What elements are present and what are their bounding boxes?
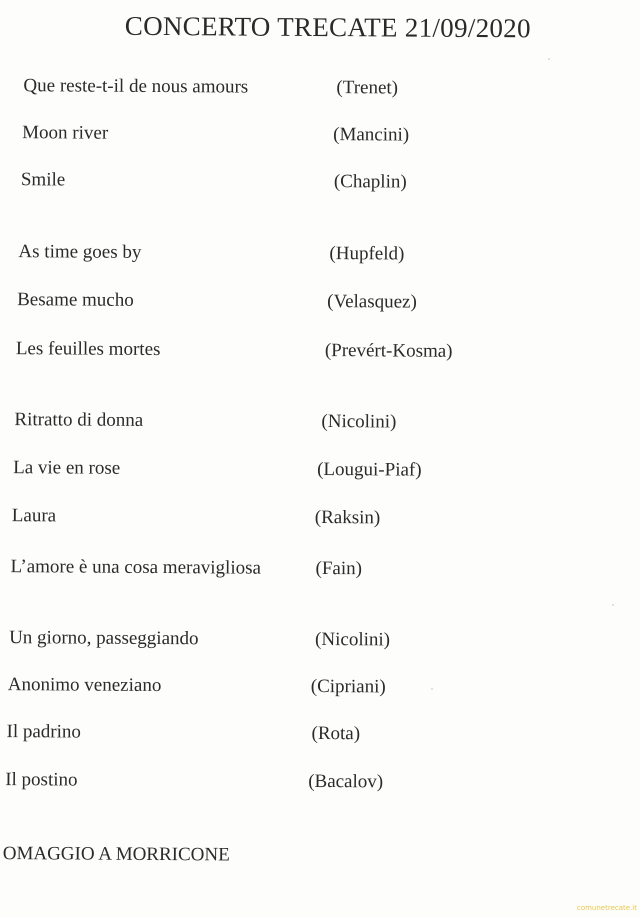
program-row — [0, 769, 635, 801]
song-title: Un giorno, passeggiando — [9, 627, 199, 650]
composer-name: (Prevért-Kosma) — [324, 340, 453, 362]
program-row — [0, 289, 638, 321]
program-row — [0, 409, 637, 441]
song-title: Il postino — [5, 769, 78, 791]
program-row — [0, 721, 636, 753]
composer-name: (Raksin) — [314, 506, 381, 529]
source-watermark: comunetrecate.it — [576, 904, 637, 912]
composer-name: (Hupfeld) — [329, 243, 405, 265]
composer-name: (Nicolini) — [321, 411, 397, 433]
program-row — [0, 674, 636, 706]
program-row — [0, 241, 639, 273]
composer-name: (Cipriani) — [310, 675, 386, 698]
song-title: Moon river — [22, 122, 109, 144]
paper-speck — [548, 58, 550, 60]
composer-name: (Fain) — [315, 557, 363, 580]
composer-name: (Nicolini) — [315, 628, 391, 651]
song-title: Il padrino — [6, 721, 81, 743]
page-title: CONCERTO TRECATE 21/09/2020 — [124, 10, 531, 44]
song-title: Laura — [11, 505, 57, 527]
song-title: Anonimo veneziano — [7, 674, 162, 697]
program-row — [0, 556, 637, 588]
composer-name: (Bacalov) — [308, 770, 384, 793]
paper-speck — [431, 688, 433, 690]
composer-name: (Rota) — [311, 722, 361, 745]
song-title: Que reste-t-il de nous amours — [23, 75, 249, 98]
composer-name: (Mancini) — [333, 124, 410, 146]
composer-name: (Trenet) — [336, 77, 399, 99]
song-title: Ritratto di donna — [14, 409, 144, 431]
program-row — [0, 627, 636, 659]
program-row — [0, 457, 637, 489]
program-row — [0, 169, 639, 201]
song-title: La vie en rose — [13, 457, 121, 479]
song-title: Les feuilles mortes — [15, 338, 161, 361]
composer-name: (Velasquez) — [327, 291, 417, 313]
program-row — [0, 338, 638, 370]
song-title: Besame mucho — [17, 289, 134, 311]
program-row — [0, 505, 637, 537]
song-title: L’amore è una cosa meravigliosa — [10, 556, 262, 579]
song-title: Smile — [20, 169, 66, 191]
paper-speck — [612, 604, 614, 606]
closing-dedication: OMAGGIO A MORRICONE — [2, 843, 230, 866]
program-row — [0, 122, 639, 154]
song-title: As time goes by — [18, 241, 142, 263]
composer-name: (Chaplin) — [333, 171, 407, 193]
composer-name: (Lougui-Piaf) — [317, 458, 422, 481]
program-row — [0, 75, 640, 107]
